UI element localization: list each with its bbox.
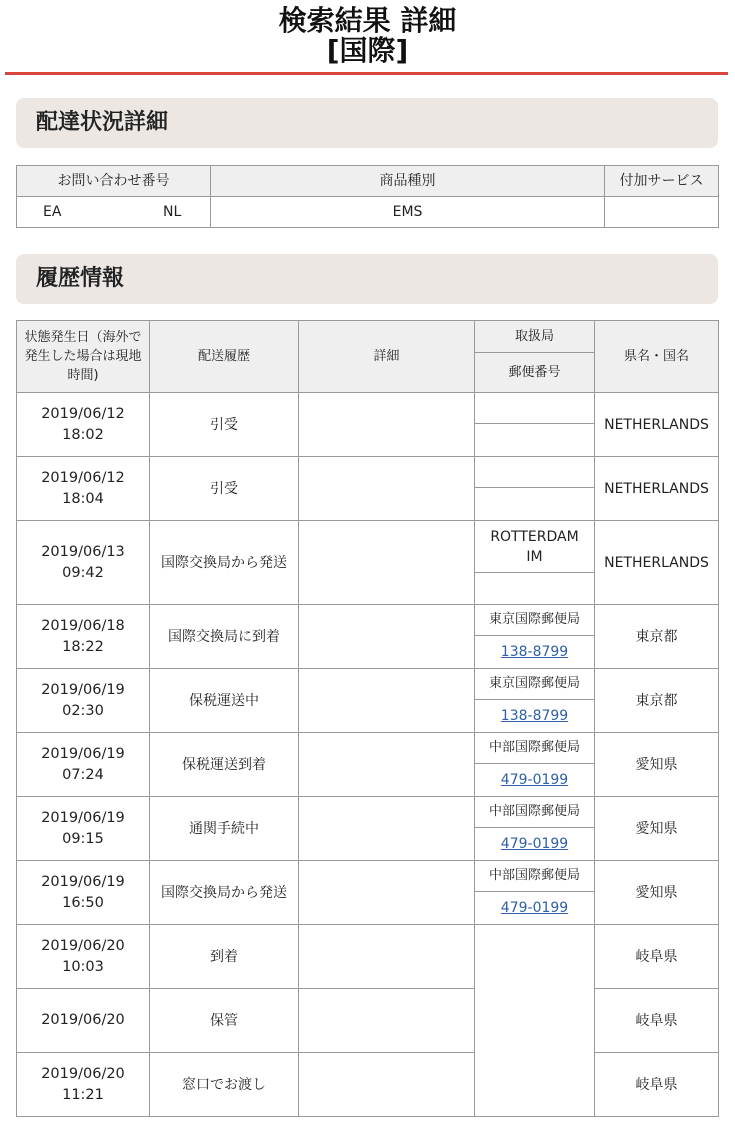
event-cell: 引受	[150, 457, 299, 521]
date-cell	[17, 393, 150, 457]
office-postal-cell	[475, 457, 595, 521]
additional-service-header: 付加サービス	[605, 166, 719, 197]
history-heading: 履歴情報	[16, 254, 718, 304]
office-postal-cell	[475, 393, 595, 457]
table-row	[17, 989, 719, 1053]
table-row	[17, 605, 719, 669]
page-title-sub: [国際]	[326, 34, 409, 67]
postal-code-area	[475, 488, 594, 520]
delivery-status-heading: 配達状況詳細	[16, 98, 718, 148]
detail-header: 詳細	[299, 321, 475, 393]
region-cell: 愛知県	[595, 797, 719, 861]
detail-cell	[299, 989, 475, 1053]
office-name: 中部国際郵便局	[475, 861, 594, 892]
office-name: 東京国際郵便局	[475, 605, 594, 636]
postal-code-link[interactable]: 138-8799	[500, 708, 569, 724]
postal-code-link[interactable]: 479-0199	[500, 772, 569, 788]
table-row	[17, 669, 719, 733]
event-cell: 保税運送中	[150, 669, 299, 733]
time-value: 07:24	[62, 766, 104, 783]
office-postal-cell	[475, 521, 595, 605]
table-row	[17, 1053, 719, 1117]
region-cell: 愛知県	[595, 733, 719, 797]
date-cell	[17, 1053, 150, 1117]
table-row	[17, 925, 719, 989]
event-cell: 国際交換局から発送	[150, 521, 299, 605]
event-cell: 国際交換局に到着	[150, 605, 299, 669]
postal-code-area	[475, 828, 594, 860]
event-cell: 国際交換局から発送	[150, 861, 299, 925]
detail-cell	[299, 797, 475, 861]
postal-code-area	[475, 892, 594, 924]
office-header: 取扱局	[475, 321, 595, 353]
summary-data-row	[17, 197, 719, 228]
history-table	[16, 320, 719, 1117]
table-row	[17, 521, 719, 605]
time-value: 18:04	[62, 490, 104, 507]
detail-cell	[299, 1053, 475, 1117]
table-row	[17, 393, 719, 457]
postal-code-area	[475, 700, 594, 732]
tracking-number-header: お問い合わせ番号	[17, 166, 211, 197]
office-name: 中部国際郵便局	[475, 733, 594, 764]
tracking-number-cell	[17, 197, 211, 228]
product-type-header: 商品種別	[211, 166, 605, 197]
postal-code-area	[475, 764, 594, 796]
event-cell: 到着	[150, 925, 299, 989]
date-cell	[17, 797, 150, 861]
tracking-prefix: EA	[43, 204, 62, 220]
date-cell	[17, 861, 150, 925]
history-header-row	[17, 321, 719, 353]
region-cell: 愛知県	[595, 861, 719, 925]
detail-cell	[299, 605, 475, 669]
page-title-main: 検索結果 詳細	[278, 4, 457, 37]
region-cell: 岐阜県	[595, 925, 719, 989]
event-cell: 通関手続中	[150, 797, 299, 861]
event-cell: 保管	[150, 989, 299, 1053]
additional-service-cell	[605, 197, 719, 228]
office-postal-cell	[475, 669, 595, 733]
region-cell: 岐阜県	[595, 989, 719, 1053]
time-value: 16:50	[62, 894, 104, 911]
region-cell: 東京都	[595, 605, 719, 669]
date-cell	[17, 457, 150, 521]
office-postal-cell	[475, 605, 595, 669]
time-value: 09:15	[62, 830, 104, 847]
table-row	[17, 861, 719, 925]
postal-code-link[interactable]: 479-0199	[500, 836, 569, 852]
office-name	[475, 393, 594, 424]
detail-cell	[299, 393, 475, 457]
postal-header: 郵便番号	[475, 353, 595, 393]
delivery-summary-table	[16, 165, 719, 228]
postal-code-link[interactable]: 479-0199	[500, 900, 569, 916]
office-postal-cell	[475, 797, 595, 861]
date-value: 2019/06/12	[41, 405, 125, 422]
detail-cell	[299, 733, 475, 797]
office-postal-cell	[475, 733, 595, 797]
date-value: 2019/06/20	[41, 1065, 125, 1082]
region-cell: NETHERLANDS	[595, 393, 719, 457]
date-value: 2019/06/19	[41, 809, 125, 826]
postal-code-area	[475, 573, 594, 604]
date-value: 2019/06/19	[41, 681, 125, 698]
time-value: 18:22	[62, 638, 104, 655]
product-type-cell: EMS	[211, 197, 605, 228]
event-header: 配送履歴	[150, 321, 299, 393]
region-cell: 岐阜県	[595, 1053, 719, 1117]
table-row	[17, 457, 719, 521]
office-name: 東京国際郵便局	[475, 669, 594, 700]
date-cell	[17, 989, 150, 1053]
time-value: 10:03	[62, 958, 104, 975]
office-name: 中部国際郵便局	[475, 797, 594, 828]
time-value: 09:42	[62, 564, 104, 581]
office-name	[475, 457, 594, 488]
date-header: 状態発生日（海外で発生した場合は現地時間)	[17, 321, 150, 393]
detail-cell	[299, 457, 475, 521]
office-postal-cell	[475, 1053, 595, 1117]
region-cell: NETHERLANDS	[595, 457, 719, 521]
history-rows	[17, 393, 719, 1117]
detail-cell	[299, 521, 475, 605]
summary-header-row	[17, 166, 719, 197]
time-value: 11:21	[62, 1086, 104, 1103]
date-value: 2019/06/12	[41, 469, 125, 486]
date-cell	[17, 925, 150, 989]
date-value: 2019/06/19	[41, 745, 125, 762]
region-cell: NETHERLANDS	[595, 521, 719, 605]
office-postal-cell	[475, 861, 595, 925]
title-divider	[5, 72, 728, 75]
office-postal-cell	[475, 925, 595, 989]
event-cell: 保税運送到着	[150, 733, 299, 797]
date-value: 2019/06/19	[41, 873, 125, 890]
event-cell: 引受	[150, 393, 299, 457]
date-value: 2019/06/20	[41, 1012, 125, 1028]
date-cell	[17, 521, 150, 605]
tracking-suffix: NL	[163, 204, 182, 220]
date-cell	[17, 605, 150, 669]
region-header: 県名・国名	[595, 321, 719, 393]
detail-cell	[299, 669, 475, 733]
date-value: 2019/06/18	[41, 617, 125, 634]
date-value: 2019/06/20	[41, 937, 125, 954]
time-value: 18:02	[62, 426, 104, 443]
time-value: 02:30	[62, 702, 104, 719]
table-row	[17, 733, 719, 797]
postal-code-area	[475, 636, 594, 668]
page-title	[0, 6, 735, 66]
postal-code-link[interactable]: 138-8799	[500, 644, 569, 660]
event-cell: 窓口でお渡し	[150, 1053, 299, 1117]
postal-code-area	[475, 424, 594, 456]
date-cell	[17, 733, 150, 797]
detail-cell	[299, 861, 475, 925]
office-name: ROTTERDAM IM	[475, 521, 594, 573]
table-row	[17, 797, 719, 861]
date-value: 2019/06/13	[41, 543, 125, 560]
detail-cell	[299, 925, 475, 989]
date-cell	[17, 669, 150, 733]
office-postal-cell	[475, 989, 595, 1053]
region-cell: 東京都	[595, 669, 719, 733]
